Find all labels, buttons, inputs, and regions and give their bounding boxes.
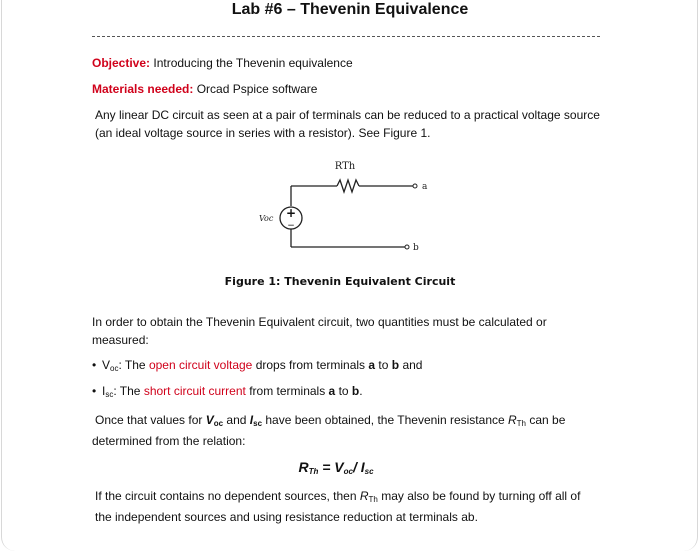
relation-line-2: determined from the relation: <box>92 433 246 448</box>
terminal-b-node <box>405 245 409 249</box>
terminal-a-label: a <box>422 182 428 192</box>
formula-eq: = V <box>318 459 344 475</box>
closing-rth-sub: Th <box>368 495 378 504</box>
rth-italic-sub: Th <box>516 419 527 428</box>
intro-paragraph <box>95 107 600 142</box>
materials-label: Materials needed: <box>92 82 194 96</box>
formula-i-sub: sc <box>364 467 374 476</box>
page-title: Lab #6 – Thevenin Equivalence <box>231 1 469 18</box>
relation-and: and <box>223 413 250 427</box>
relation-paragraph <box>92 412 566 450</box>
bullet-colon: : <box>113 384 117 398</box>
rth-italic: R <box>508 413 517 427</box>
closing-paragraph <box>95 488 580 526</box>
formula-r-sub: Th <box>308 467 319 476</box>
closing-line-2: the independent sources and using resistance reduction at terminals ab. <box>95 509 478 524</box>
bullet-pre: The <box>121 358 149 372</box>
voc-label: Voc <box>259 214 274 223</box>
bullet-to: to <box>375 358 392 372</box>
voc-italic: V <box>205 413 214 427</box>
resistor-rth <box>337 180 359 192</box>
isc-sub: sc <box>105 390 114 399</box>
voc-italic-sub: oc <box>213 419 224 428</box>
bullet-post: . <box>359 384 363 398</box>
formula-v-sub: oc <box>343 467 353 476</box>
bullet-icon: • <box>92 358 97 372</box>
terminal-a-bold: a <box>368 358 376 372</box>
figure-caption: Figure 1: Thevenin Equivalent Circuit <box>224 275 456 288</box>
isc-symbol: I <box>102 384 106 398</box>
terminal-b-label: b <box>413 243 419 253</box>
objective-line <box>92 55 353 73</box>
bullet-icon: • <box>92 384 97 398</box>
minus-sign: − <box>287 221 295 231</box>
relation-mid: have been obtained, the Thevenin resistance <box>262 413 508 427</box>
obtain-line-1: In order to obtain the Thevenin Equivalent circuit, two quantities must be calculated or <box>92 315 547 329</box>
closing-rth: R <box>359 489 369 503</box>
voc-sub: oc <box>110 364 119 373</box>
closing-line-1 <box>95 488 580 509</box>
short-circuit-current-highlight: short circuit current <box>143 384 246 398</box>
materials-line <box>92 81 317 99</box>
materials-text: Orcad Pspice software <box>196 82 318 96</box>
dashed-divider <box>92 36 600 37</box>
closing-post: may also be found by turning off all of <box>377 489 581 503</box>
relation-pre: Once that values for <box>95 413 206 427</box>
terminal-a-bold: a <box>328 384 336 398</box>
terminal-b-bold: b <box>391 358 400 372</box>
bullet-isc <box>92 383 363 404</box>
formula-slash: / I <box>352 459 365 475</box>
isc-italic: I <box>249 413 254 427</box>
objective-label: Objective: <box>92 56 151 70</box>
plus-sign: + <box>285 206 297 220</box>
open-circuit-voltage-highlight: open circuit voltage <box>148 358 253 372</box>
thevenin-formula <box>0 459 672 476</box>
bullet-voc <box>92 357 422 378</box>
bullet-mid: from terminals <box>245 384 329 398</box>
terminal-b-bold: b <box>351 384 360 398</box>
rth-label: RTh <box>334 161 356 172</box>
bullet-pre: The <box>116 384 144 398</box>
bullet-mid: drops from terminals <box>252 358 369 372</box>
formula-r: R <box>298 459 309 475</box>
thevenin-circuit-diagram <box>245 156 445 266</box>
bullet-to: to <box>335 384 352 398</box>
bullet-colon: : <box>118 358 122 372</box>
isc-italic-sub: sc <box>253 419 263 428</box>
obtain-line-2: measured: <box>92 332 149 347</box>
relation-post: can be <box>526 413 566 427</box>
terminal-a-node <box>413 184 417 188</box>
intro-line-1: Any linear DC circuit as seen at a pair of terminals can be reduced to a practical voltage source <box>95 108 600 122</box>
voc-symbol: V <box>102 358 111 372</box>
objective-text: Introducing the Thevenin equivalence <box>153 56 353 70</box>
closing-pre: If the circuit contains no dependent sources, then <box>95 489 360 503</box>
bullet-post: and <box>399 358 423 372</box>
obtain-paragraph <box>92 314 547 349</box>
intro-line-2: (an ideal voltage source in series with a resistor). See Figure 1. <box>95 125 431 140</box>
relation-line-1 <box>95 412 565 433</box>
